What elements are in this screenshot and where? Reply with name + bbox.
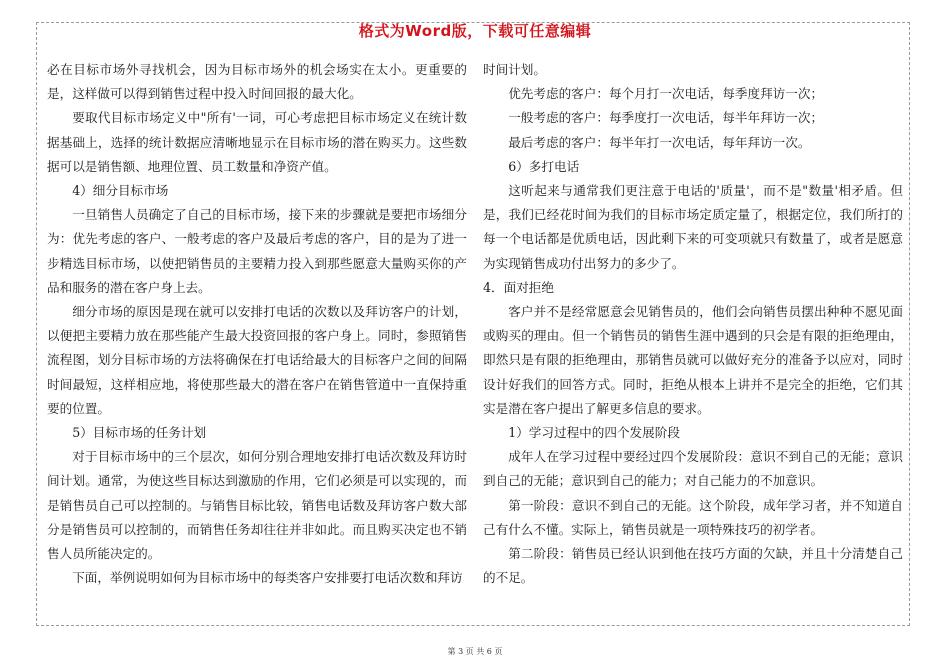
right-column [483,58,903,590]
paragraph: 要取代目标市场定义中"所有'一词，可心考虑把目标市场定义在统计数据基础上，选择的统计数据应清晰地显示在目标市场的潜在购买力。这些数据可以是销售额、地理位置、员工数量和净资产值。 [47,110,467,174]
paragraph: 下面，举例说明如何为目标市场中的每类客户安排要打电话次数和拜访 [72,570,463,586]
paragraph: 第一阶段：意识不到自己的无能。这个阶段，成年学习者，并不知道自己有什么不懂。实际上，销售员就是一项特殊技巧的初学者。 [483,497,903,537]
section-heading: 4．面对拒绝 [483,279,554,295]
left-column [47,58,467,590]
paragraph: 这听起来与通常我们更注意于电话的'质量'，而不是"数量'相矛盾。但是，我们已经花时间为我们的目标市场定质定量了，根据定位，我们所打的每一个电话都是优质电话，因此剩下来的可变项就只有数量了，或者是愿意为实现销售成功付出努力的多少了。 [483,183,903,271]
section-heading: 5）目标市场的任务计划 [72,425,207,441]
section-heading: 6）多打电话 [508,158,580,174]
list-item: 最后考虑的客户：每半年打一次电话，每年拜访一次。 [508,134,811,150]
list-item: 优先考虑的客户：每个月打一次电话，每季度拜访一次； [508,86,824,102]
section-heading: 4）细分目标市场 [72,183,169,199]
paragraph: 必在目标市场外寻找机会，因为目标市场外的机会场实在太小。更重要的是，这样做可以得到销售过程中投入时间回报的最大化。 [47,62,467,102]
paragraph: 时间计划。 [483,62,546,77]
paragraph: 客户并不是经常愿意会见销售员的，他们会向销售员摆出种种不愿见面或购买的理由。但一个销售员的销售生涯中遇到的只会是有限的拒绝理由，即然只是有限的拒绝理由，那销售员就可以做好充分的准备予以应对，同时设计好我们的回答方式。同时，拒绝从根本上讲并不是完全的拒绝，它们其实是潜在客户提出了解更多信息的要求。 [483,304,903,416]
paragraph: 成年人在学习过程中要经过四个发展阶段：意识不到自己的无能；意识到自己的无能；意识到自己的能力；对自己能力的不加意识。 [483,449,903,489]
page-number: 第 3 页 共 6 页 [447,647,503,656]
paragraph: 一旦销售人员确定了自己的目标市场，接下来的步骤就是要把市场细分为：优先考虑的客户、一般考虑的客户及最后考虑的客户，目的是为了进一步精选目标市场，以使把销售员的主要精力投入到那些愿意大量购买你的产品和服务的潜在客户身上去。 [47,207,467,295]
paragraph: 细分市场的原因是现在就可以安排打电话的次数以及拜访客户的计划，以便把主要精力放在那些能产生最大投资回报的客户身上。同时，参照销售流程图，划分目标市场的方法将确保在打电话给最大的目标客户之间的间隔时间最短，这样相应地，将使那些最大的潜在客户在销售管道中一直保持重要的位置。 [47,304,467,416]
section-heading: 1）学习过程中的四个发展阶段 [508,425,680,441]
paragraph: 第二阶段：销售员已经认识到他在技巧方面的欠缺，并且十分清楚自己的不足。 [483,546,903,586]
paragraph: 对于目标市场中的三个层次，如何分别合理地安排打电话次数及拜访时间计划。通常，为使这些目标达到激励的作用，它们必须是可以实现的，而是销售员自己可以控制的。与销售目标比较，销售电话数及拜访客户数大部分是销售员可以控制的，而销售任务却往往并非如此。而且购买决定也不销售人员所能决定的。 [47,449,467,562]
format-banner: 格式为Word版，下载可任意编辑 [358,22,592,40]
list-item: 一般考虑的客户：每季度打一次电话，每半年拜访一次； [508,110,824,126]
